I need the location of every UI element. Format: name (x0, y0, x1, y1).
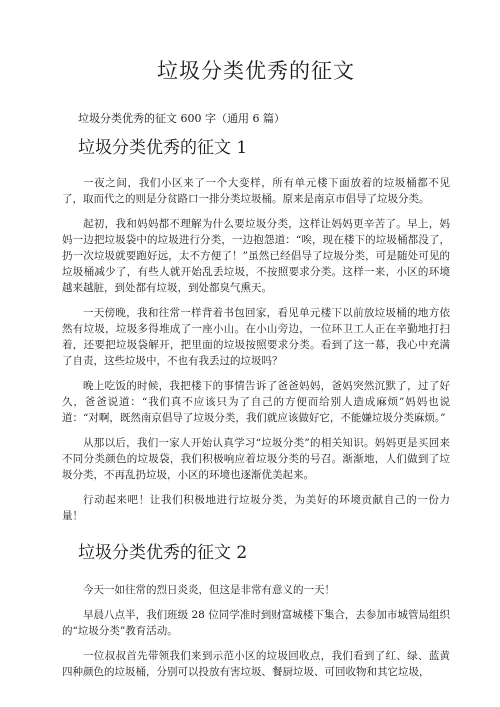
paragraph: 从那以后，我们一家人开始认真学习“垃圾分类”的相关知识。妈妈更是买回来不同分类颜色的垃圾袋，我们积极响应着垃圾分类的号召。渐渐地，人们做到了垃圾分类，不再乱扔垃圾，小区的环境也逐渐优美起来。 (62, 437, 450, 481)
paragraph: 一夜之间，我们小区来了一个大变样，所有单元楼下面放着的垃圾桶都不见了，取而代之的则是分贫路口一排分类垃圾桶。原来是南京市倡导了垃圾分类。 (62, 177, 450, 205)
paragraph: 行动起来吧！让我们积极地进行垃圾分类，为美好的环境贡献自己的一份力量！ (62, 494, 450, 522)
paragraph: 晚上吃饭的时候，我把楼下的事情告诉了爸爸妈妈，爸妈突然沉默了，过了好久，爸爸说道：“我们真不应该只为了自己的方便而给别人造成麻烦”妈妈也说道：“对啊，既然南京倡导了垃圾分类，我们就应该做好它，不能嫌垃圾分类麻烦。” (62, 380, 450, 424)
paragraph: 起初，我和妈妈都不理解为什么要垃圾分类，这样让妈妈更辛苦了。早上，妈妈一边把垃圾袋中的垃圾进行分类，一边抱怨道：“唉，现在楼下的垃圾桶都没了，扔一次垃圾就要跑好远，太不方便了！”虽然已经倡导了垃圾分类，可是随处可见的垃圾桶减少了，有些人就开始乱丢垃圾，不按照要求分类。这样一来，小区的环境越来越脏，到处都有垃圾，到处都臭气熏天。 (62, 218, 450, 294)
paragraph: 一天傍晚，我和往常一样背着书包回家，看见单元楼下以前放垃圾桶的地方依然有垃圾，垃圾多得堆成了一座小山。在小山旁边，一位环卫工人正在辛勤地打扫着，还要把垃圾袋解开，把里面的垃圾按照要求分类。看到了这一幕，我心中充满了自责，这些垃圾中，不也有我丢过的垃圾吗？ (62, 307, 450, 367)
essay-section-2 (62, 542, 450, 680)
section-heading: 垃圾分类优秀的征文 1 (78, 138, 248, 158)
paragraph: 一位叔叔首先带领我们来到示范小区的垃圾回收点，我们看到了红、绿、蓝黄四种颜色的垃圾桶，分别可以投放有害垃圾、餐厨垃圾、可回收物和其它垃圾， (62, 650, 450, 678)
paragraph: 今天一如往常的烈日炎炎，但这是非常有意义的一天！ (83, 584, 335, 596)
document-subtitle: 垃圾分类优秀的征文 600 字（通用 6 篇） (78, 112, 285, 125)
section-heading: 垃圾分类优秀的征文 2 (78, 543, 248, 563)
paragraph: 早晨八点半，我们班级 28 位同学准时到财富城楼下集合，去参加市城管局组织的“垃圾分类”教育活动。 (62, 609, 450, 637)
essay-section-1 (62, 137, 450, 524)
document-title: 垃圾分类优秀的征文 (157, 59, 355, 83)
